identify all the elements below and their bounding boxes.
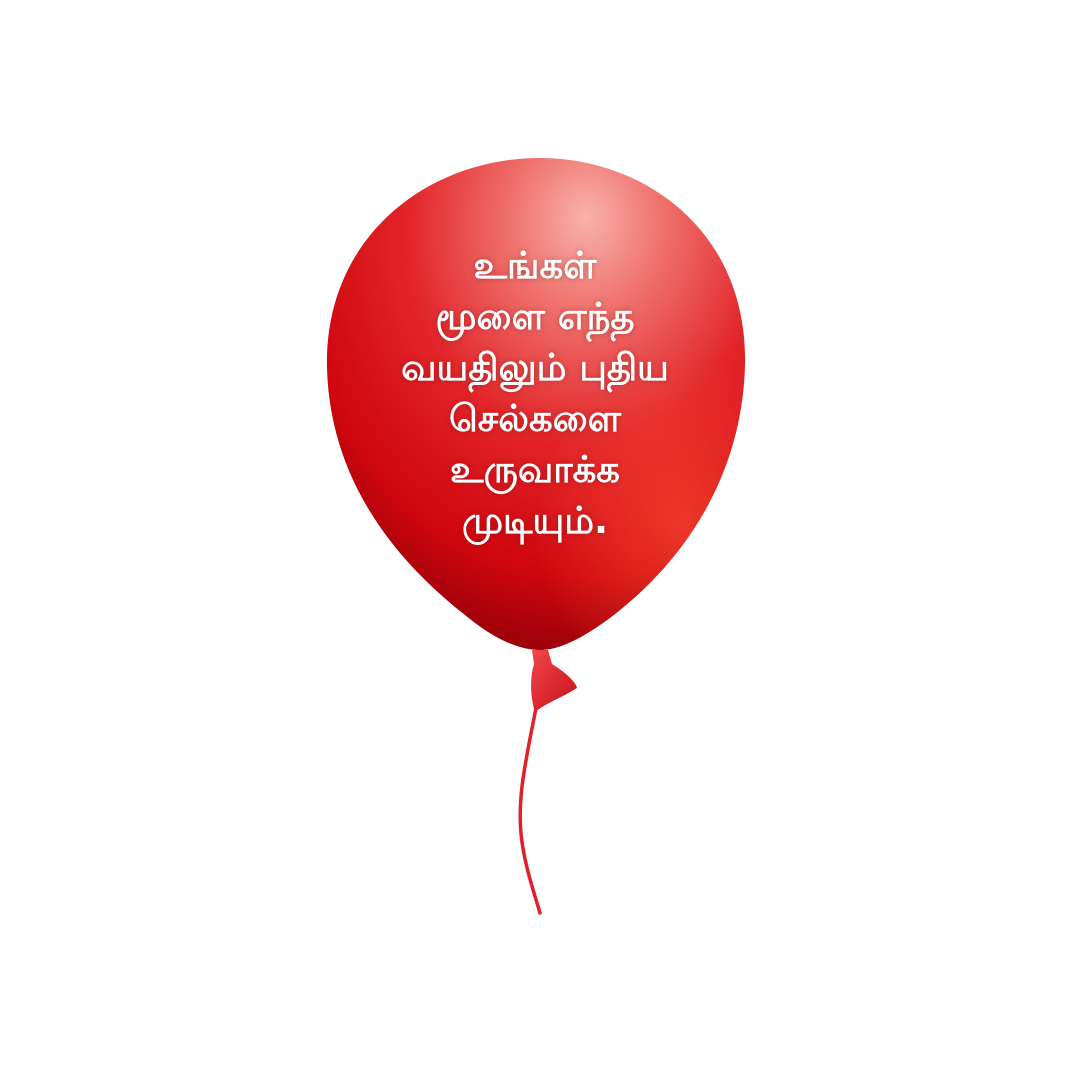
- balloon-string: [520, 708, 540, 913]
- quote-line-2: மூளை எந்த: [435, 295, 635, 338]
- quote-line-4: செல்களை: [448, 397, 622, 440]
- balloon-knot: [531, 650, 577, 712]
- quote-line-6: முடியும்.: [461, 499, 609, 542]
- quote-line-5: உருவாக்க: [450, 448, 620, 491]
- quote-line-3: வயதிலும் புதிய: [401, 346, 669, 389]
- quote-text: [335, 240, 735, 546]
- quote-line-1: உங்கள்: [473, 244, 597, 287]
